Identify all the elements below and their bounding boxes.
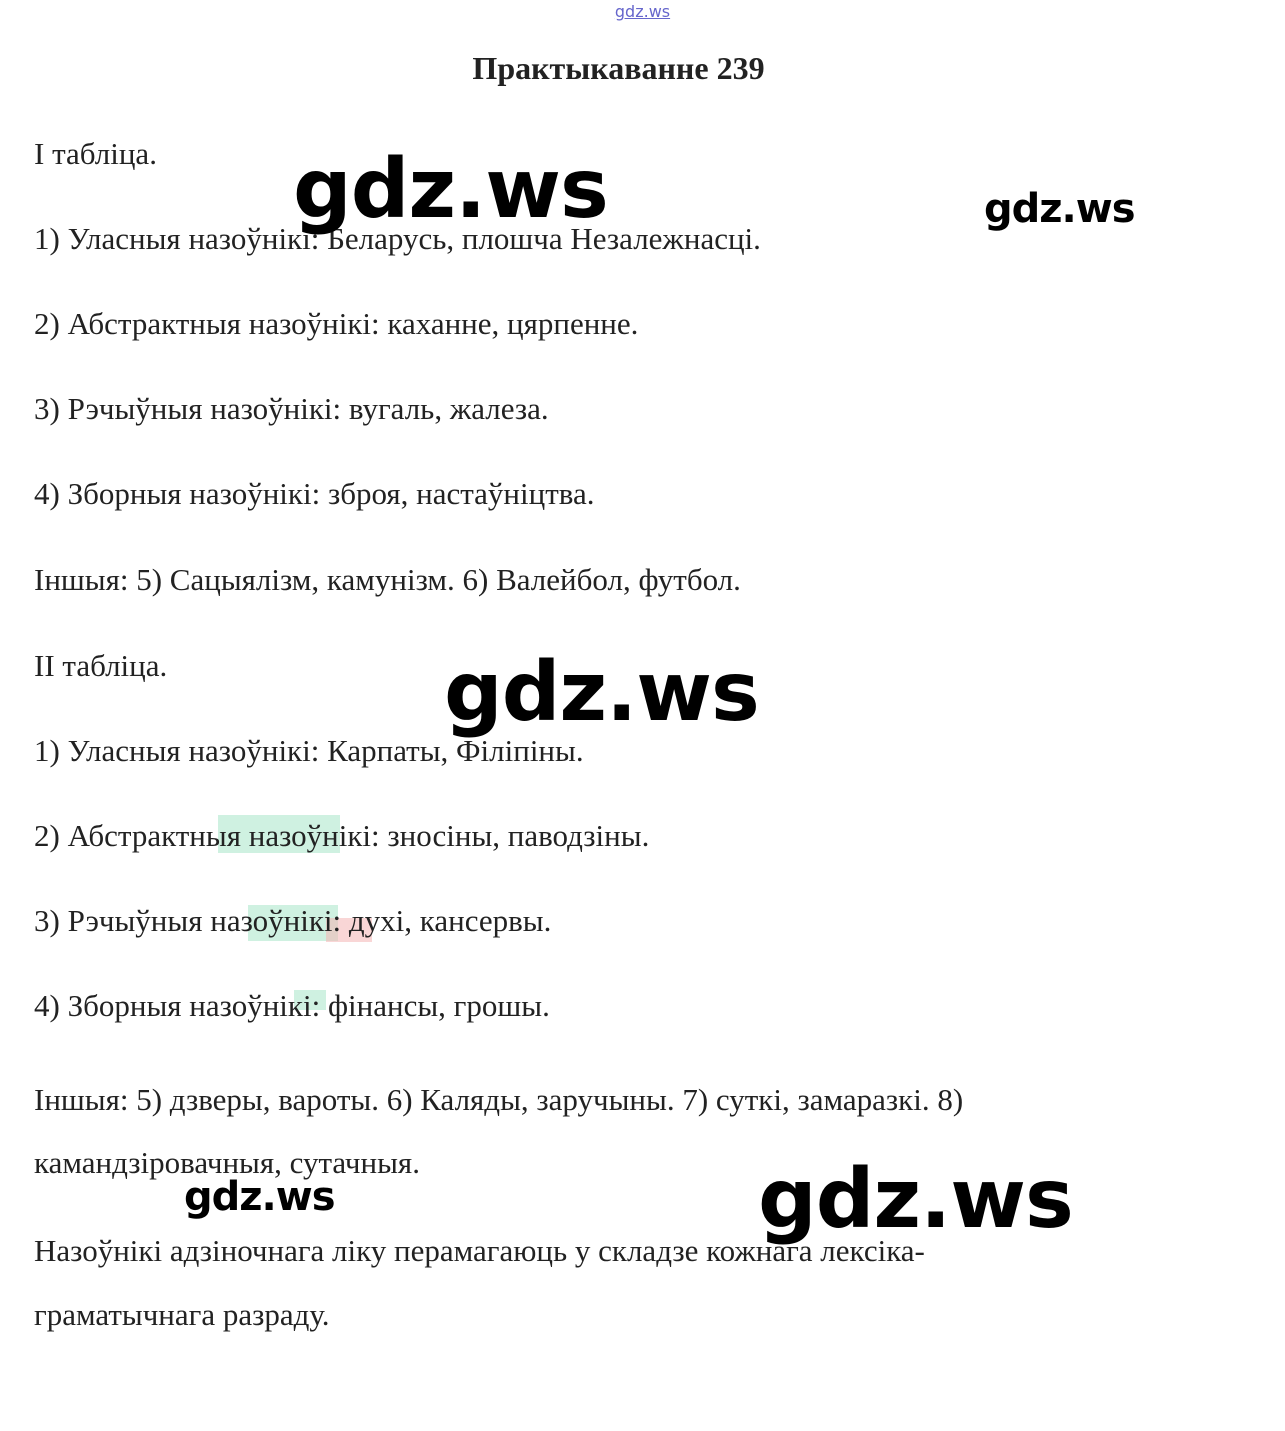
text-line: 2) Абстрактныя назоўнікі: каханне, цярпенне. [34,306,639,341]
text-line: 3) Рэчыўныя назоўнікі: духі, кансервы. [34,903,552,938]
watermark-top-link[interactable]: gdz.ws [614,2,671,21]
watermark: gdz.ws [184,1174,335,1220]
text-line: 4) Зборныя назоўнікі: зброя, настаўніцтва. [34,476,595,511]
text-line: 1) Уласныя назоўнікі: Беларусь, плошча Незалежнасці. [34,221,761,256]
text-line: 3) Рэчыўныя назоўнікі: вугаль, жалеза. [34,391,549,426]
page-title: Практыкаванне 239 [472,50,765,86]
watermark: gdz.ws [758,1152,1073,1247]
text-line: Іншыя: 5) дзверы, вароты. 6) Каляды, заручыны. 7) суткі, замаразкі. 8) [34,1082,964,1117]
text-line: II табліца. [34,648,168,683]
watermark: gdz.ws [984,186,1135,232]
text-line: I табліца. [34,136,157,171]
text-line: 4) Зборныя назоўнікі: фінансы, грошы. [34,988,550,1023]
watermark: gdz.ws [293,142,608,237]
text-line: Іншыя: 5) Сацыялізм, камунізм. 6) Валейбол, футбол. [34,562,741,597]
text-line: Назоўнікі адзіночнага ліку перамагаюць у складзе кожнага лексіка- [34,1233,925,1268]
text-line: граматычнага разраду. [34,1297,330,1332]
watermark: gdz.ws [444,645,759,740]
text-line: 1) Уласныя назоўнікі: Карпаты, Філіпіны. [34,733,584,768]
text-line: 2) Абстрактныя назоўнікі: зносіны, паводзіны. [34,818,650,853]
text-line: камандзіровачныя, сутачныя. [34,1145,420,1180]
